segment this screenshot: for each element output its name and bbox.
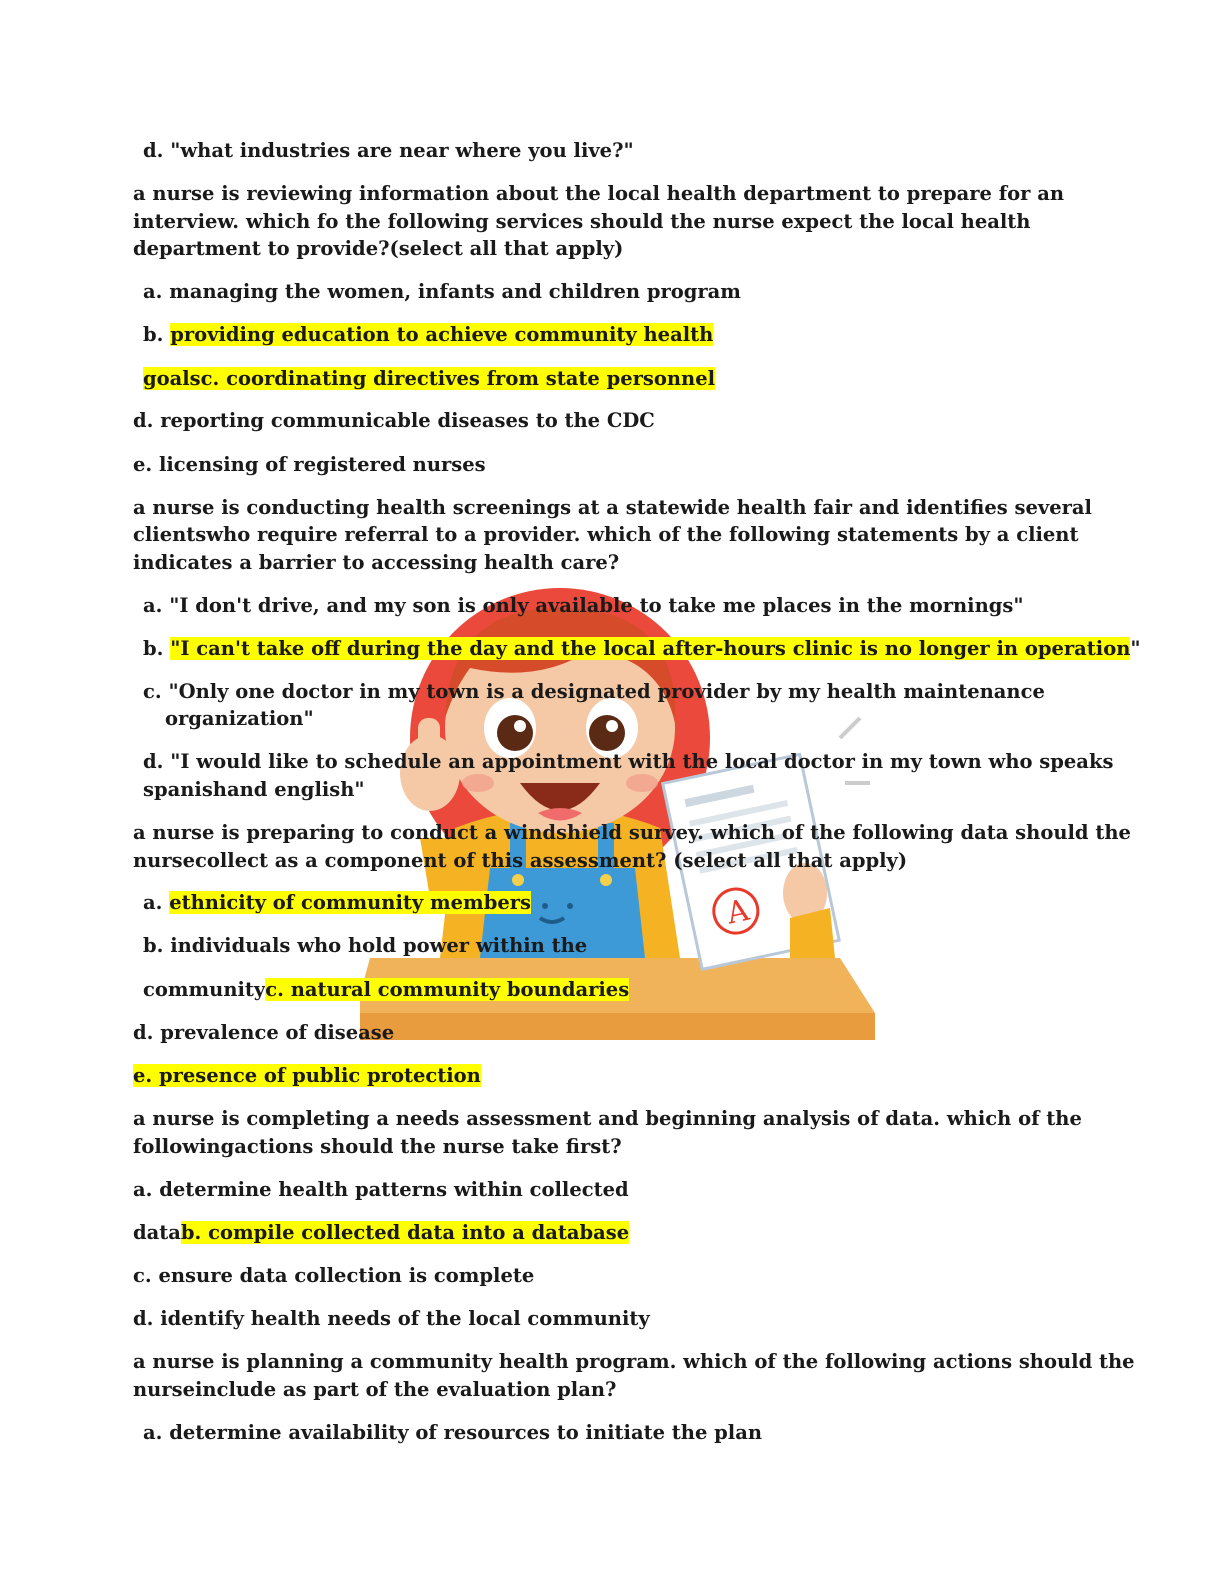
- text-segment: a nurse is completing a needs assessment and beginning analysis of data. which of the: [133, 1107, 1082, 1130]
- text-segment: b.: [143, 637, 171, 660]
- line-16: [165, 705, 314, 732]
- text-segment: a. managing the women, infants and children program: [143, 280, 741, 303]
- line-1: [143, 137, 634, 164]
- line-32: [133, 1348, 1135, 1375]
- line-26: [133, 1105, 1082, 1132]
- line-33: [133, 1376, 616, 1403]
- text-segment: d. "what industries are near where you live?": [143, 139, 634, 162]
- line-13: [143, 592, 1024, 619]
- text-segment: data: [133, 1221, 181, 1244]
- highlighted-text: ethnicity of community members: [169, 891, 531, 914]
- text-segment: clientswho require referral to a provider. which of the following statements by a client: [133, 523, 1079, 546]
- highlighted-text: e. presence of public protection: [133, 1064, 481, 1087]
- line-25: [133, 1062, 481, 1089]
- line-22: [143, 932, 587, 959]
- text-segment: community: [143, 978, 266, 1001]
- line-2: [133, 180, 1064, 207]
- highlighted-text: "I can't take off during the day and the local after-hours clinic is no longer in operation: [170, 637, 1131, 660]
- line-12: [133, 549, 619, 576]
- text-segment: e. licensing of registered nurses: [133, 453, 486, 476]
- paper-grade: A: [723, 892, 753, 932]
- line-23: [143, 976, 629, 1003]
- line-7: [143, 365, 715, 392]
- highlighted-text: c. natural community boundaries: [265, 978, 630, 1001]
- text-segment: nursecollect as a component of this assessment? (select all that apply): [133, 849, 908, 872]
- text-segment: d. reporting communicable diseases to the CDC: [133, 409, 655, 432]
- text-segment: d. identify health needs of the local community: [133, 1307, 650, 1330]
- text-segment: ": [1130, 637, 1141, 660]
- highlighted-text: goalsc. coordinating directives from state personnel: [143, 367, 716, 390]
- text-segment: organization": [165, 707, 314, 730]
- line-11: [133, 521, 1079, 548]
- line-21: [143, 889, 531, 916]
- text-segment: a. "I don't drive, and my son is only available to take me places in the mornings": [143, 594, 1024, 617]
- line-29: [133, 1219, 629, 1246]
- text-segment: a nurse is conducting health screenings at a statewide health fair and identifies several: [133, 496, 1092, 519]
- text-segment: b. individuals who hold power within the: [143, 934, 588, 957]
- highlighted-text: providing education to achieve community health: [170, 323, 714, 346]
- text-segment: c. "Only one doctor in my town is a designated provider by my health maintenance: [143, 680, 1045, 703]
- text-segment: interview. which fo the following services should the nurse expect the local health: [133, 210, 1031, 233]
- line-3: [133, 208, 1030, 235]
- line-9: [133, 451, 486, 478]
- text-segment: a nurse is preparing to conduct a windshield survey. which of the following data should the: [133, 821, 1131, 844]
- line-4: [133, 235, 623, 262]
- highlighted-text: b. compile collected data into a database: [180, 1221, 630, 1244]
- line-8: [133, 407, 655, 434]
- text-segment: c. ensure data collection is complete: [133, 1264, 535, 1287]
- line-20: [133, 847, 907, 874]
- text-segment: department to provide?(select all that apply): [133, 237, 624, 260]
- line-18: [143, 776, 365, 803]
- text-segment: b.: [143, 323, 171, 346]
- text-segment: d. "I would like to schedule an appointment with the local doctor in my town who speaks: [143, 750, 1114, 773]
- text-segment: indicates a barrier to accessing health care?: [133, 551, 620, 574]
- line-15: [143, 678, 1045, 705]
- line-31: [133, 1305, 650, 1332]
- text-segment: followingactions should the nurse take first?: [133, 1135, 622, 1158]
- text-segment: a. determine availability of resources to initiate the plan: [143, 1421, 763, 1444]
- line-30: [133, 1262, 534, 1289]
- text-segment: a nurse is planning a community health program. which of the following actions should the: [133, 1350, 1135, 1373]
- text-segment: a nurse is reviewing information about the local health department to prepare for an: [133, 182, 1065, 205]
- line-27: [133, 1133, 622, 1160]
- text-segment: a. determine health patterns within collected: [133, 1178, 629, 1201]
- line-6: [143, 321, 713, 348]
- line-10: [133, 494, 1092, 521]
- text-segment: a.: [143, 891, 170, 914]
- line-5: [143, 278, 741, 305]
- line-28: [133, 1176, 629, 1203]
- line-34: [143, 1419, 762, 1446]
- text-segment: nurseinclude as part of the evaluation plan?: [133, 1378, 617, 1401]
- line-24: [133, 1019, 394, 1046]
- line-14: [143, 635, 1141, 662]
- line-19: [133, 819, 1131, 846]
- line-17: [143, 748, 1113, 775]
- text-segment: spanishand english": [143, 778, 365, 801]
- text-segment: d. prevalence of disease: [133, 1021, 395, 1044]
